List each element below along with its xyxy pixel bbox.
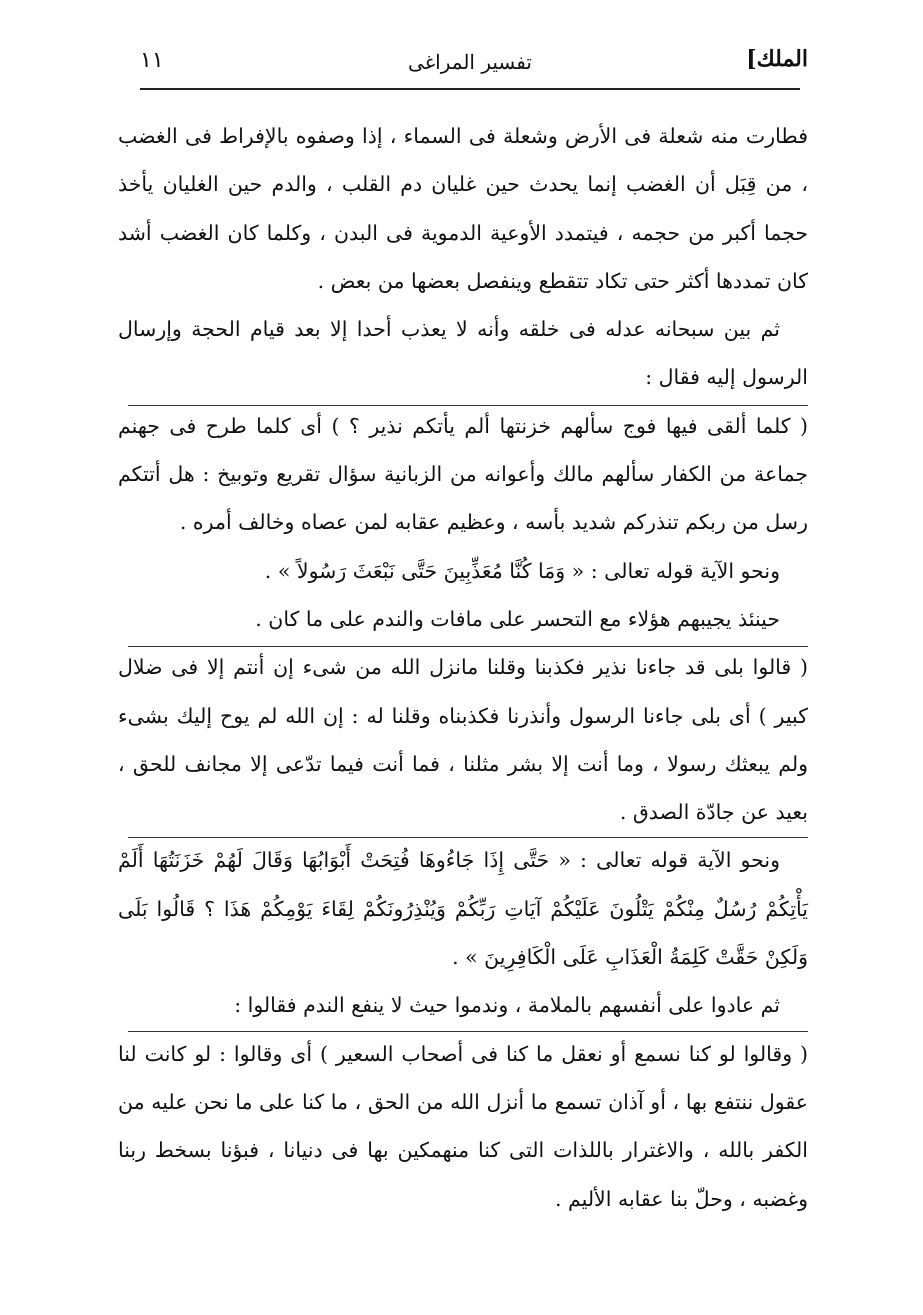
paragraph-anger-explanation: فطارت منه شعلة فى الأرض وشعلة فى السماء ، إذا وصفوه بالإفراط فى الغضب ، من قِبَل أن الغضب إنما يحدث حين غليان دم القلب ، والدم حين الغليان يأخذ حجما أكبر من حجمه ، فيتمدد الأوعية الدموية فى البدن ، وكلما كان الغضب أشد كان تمددها أكثر حتى تكاد تتقطع وينفصل بعضها من بعض .: [118, 124, 808, 293]
section-divider: [128, 646, 808, 647]
page-header: [140, 40, 808, 86]
section-divider: [128, 1031, 808, 1032]
paragraph-their-answer-intro: حينئذ يجيبهم هؤلاء مع التحسر على مافات والندم على ما كان .: [255, 606, 780, 631]
section-divider: [128, 837, 808, 838]
surah-name: الملك]: [746, 46, 808, 72]
book-title: تفسير المراغى: [408, 50, 532, 74]
paragraph-verse-if-we-listened: ( وقالوا لو كنا نسمع أو نعقل ما كنا فى أصحاب السعير ) أى وقالوا : لو كانت لنا عقول ننتفع بها ، أو آذان تسمع ما أنزل الله من الحق ، ما كنا على ما نحن عليه من الكفر بالله ، والاغترار باللذات التى كنا منهمكين بها فى دنيانا ، فبؤنا بسخط ربنا وغضبه ، وحلّ بنا عقابه الأليم .: [118, 1041, 808, 1211]
paragraph-verse-keepers-question: ( كلما ألقى فيها فوج سألهم خزنتها ألم يأتكم نذير ؟ ) أى كلما طرح فى جهنم جماعة من الكفار سألهم مالك وأعوانه من الزبانية سؤال تقريع وتوبيخ : هل أتتكم رسل من ربكم تنذركم شديد بأسه ، وعظيم عقابه لمن عصاه وخالف أمره .: [118, 413, 808, 535]
paragraph-verse-they-said-yes: ( قالوا بلى قد جاءنا نذير فكذبنا وقلنا مانزل الله من شىء إن أنتم إلا فى ضلال كبير ) أى بلى جاءنا الرسول وأنذرنا فكذبناه وقلنا له : إن الله لم يوح إليك بشىء ولم يبعثك رسولا ، وما أنت إلا بشر مثلنا ، فما أنت فيما تدّعى إلا مجانف للحق ، بعيد عن جادّة الصدق .: [118, 655, 808, 825]
header-rule: [140, 88, 800, 90]
paragraph-divine-justice: ثم بين سبحانه عدله فى خلقه وأنه لا يعذب أحدا إلا بعد قيام الحجة وإرسال الرسول إليه فقال :: [118, 317, 808, 390]
paragraph-self-blame-intro: ثم عادوا على أنفسهم بالملامة ، وندموا حيث لا ينفع الندم فقالوا :: [234, 993, 780, 1018]
paragraph-similar-verse-2: ونحو الآية قوله تعالى : « حَتَّى إِذَا جَاءُوهَا فُتِحَتْ أَبْوَابُهَا وَقَالَ لَهُمْ خَزَنَتُهَا أَلَمْ يَأْتِكُمْ رُسُلٌ مِنْكُمْ يَتْلُونَ عَلَيْكُمْ آيَاتِ رَبِّكُمْ وَيُنْذِرُونَكُمْ لِقَاءَ يَوْمِكُمْ هَذَا ؟ قَالُوا بَلَى وَلَكِنْ حَقَّتْ كَلِمَةُ الْعَذَابِ عَلَى الْكَافِرِينَ » .: [118, 848, 808, 970]
paragraph-similar-verse-1: ونحو الآية قوله تعالى : « وَمَا كُنَّا مُعَذِّبِينَ حَتَّى نَبْعَثَ رَسُولاً » .: [264, 558, 780, 583]
page-number: ١١: [140, 48, 164, 73]
body-text: [118, 112, 808, 1223]
section-divider: [128, 405, 808, 406]
